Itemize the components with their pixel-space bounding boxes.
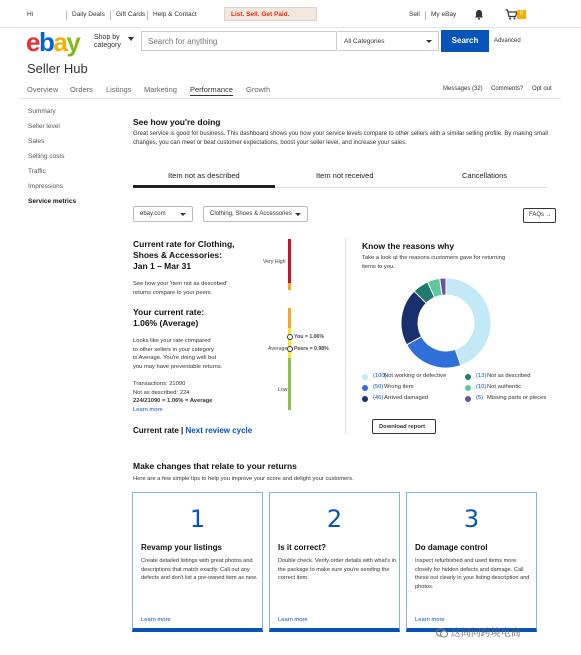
legend-label: Wrong item bbox=[384, 384, 414, 390]
tab-item-not-as-described[interactable]: Item not as described bbox=[168, 171, 240, 180]
tip-description: Inspect refurbished and used items more closely for hidden defects and damage. Call these out clearly in your listing description and photos. bbox=[415, 558, 530, 590]
returns-donut-chart bbox=[394, 276, 498, 370]
legend-swatch bbox=[465, 385, 471, 391]
legend-swatch bbox=[362, 374, 368, 380]
search-input[interactable] bbox=[141, 31, 337, 51]
tip-number: 3 bbox=[463, 505, 480, 533]
ebay-logo[interactable] bbox=[26, 27, 79, 57]
sidebar-item-summary[interactable]: Summary bbox=[28, 108, 56, 115]
logo-letter: a bbox=[53, 27, 67, 57]
legend-label: Missing parts or pieces bbox=[487, 395, 547, 401]
faqs-label: FAQs → bbox=[529, 212, 552, 218]
tip-description: Double check. Verify order details with what's in the package to make sure you're sending the correct item. bbox=[278, 558, 396, 581]
you-marker bbox=[287, 334, 293, 340]
gift-cards-link[interactable]: Gift Cards bbox=[116, 11, 146, 18]
legend-count[interactable]: (46) bbox=[373, 395, 384, 401]
divider bbox=[345, 238, 346, 434]
sidebar-item-sales[interactable]: Sales bbox=[28, 138, 45, 145]
tab-item-not-received[interactable]: Item not received bbox=[316, 171, 374, 180]
promo-banner[interactable] bbox=[224, 7, 317, 21]
tip-title: Is it correct? bbox=[278, 543, 327, 552]
search-button[interactable]: Search bbox=[441, 30, 489, 52]
rate-desc-line: to other sellers in your category bbox=[133, 346, 214, 353]
current-rate-link[interactable]: Current rate bbox=[133, 426, 179, 435]
divider: | bbox=[181, 426, 184, 435]
bell-icon[interactable] bbox=[474, 9, 484, 20]
rate-desc-line: you may have preventable returns. bbox=[133, 363, 223, 370]
category-label: category bbox=[94, 42, 121, 49]
rate-desc-line: Looks like your rate compared bbox=[133, 338, 211, 344]
divider bbox=[147, 11, 148, 20]
rate-description bbox=[133, 337, 222, 371]
search-placeholder: Search for anything bbox=[148, 37, 218, 46]
global-header-bar bbox=[0, 0, 581, 28]
tip-card bbox=[132, 492, 263, 632]
divider bbox=[20, 98, 561, 99]
rate-title bbox=[133, 239, 235, 272]
rate-title-line: Jan 1 – Mar 31 bbox=[133, 261, 192, 271]
sidebar-item-impressions[interactable]: Impressions bbox=[28, 183, 64, 190]
site-dropdown[interactable] bbox=[133, 206, 193, 222]
logo-letter: b bbox=[38, 27, 54, 57]
divider bbox=[66, 11, 67, 20]
sell-link[interactable]: Sell bbox=[409, 11, 420, 18]
donut-slice[interactable] bbox=[407, 337, 461, 368]
sidebar-item-selling-costs[interactable]: Selling costs bbox=[28, 153, 65, 160]
your-rate bbox=[133, 307, 204, 329]
tab-cancellations[interactable]: Cancellations bbox=[462, 171, 508, 180]
changes-title: Make changes that relate to your returns bbox=[133, 461, 297, 471]
intro-text: Great service is good for business. This dashboard shows you how your service levels compare to other sellers with a similar selling profile. By making small changes, you can meet or beat customer expectations, boost your seller level, and increase your sales. bbox=[133, 131, 549, 146]
site-dropdown-value: ebay.com bbox=[140, 211, 166, 217]
legend-swatch bbox=[362, 396, 368, 402]
chevron-down-icon bbox=[295, 213, 301, 216]
tip-learn-more-link[interactable]: Learn more bbox=[278, 617, 308, 623]
reasons-subtitle-line: items to you. bbox=[362, 263, 395, 270]
shop-by-label: Shop by bbox=[94, 34, 120, 41]
nav-marketing[interactable]: Marketing bbox=[144, 85, 177, 94]
peers-rate-label: Peers = 0.98% bbox=[294, 346, 329, 352]
category-dropdown-value: Clothing, Shoes & Accessories bbox=[210, 211, 292, 217]
learn-more-link[interactable]: Learn more bbox=[133, 406, 163, 413]
rate-desc-line: is Average. You're doing well but bbox=[133, 355, 217, 361]
daily-deals-link[interactable]: Daily Deals bbox=[72, 11, 105, 18]
tip-number: 2 bbox=[326, 505, 343, 533]
shop-by-category-button[interactable] bbox=[94, 34, 121, 50]
legend-swatch bbox=[362, 385, 368, 391]
rate-title-line: Current rate for Clothing, bbox=[133, 239, 235, 249]
tip-card bbox=[406, 492, 537, 632]
logo-letter: e bbox=[26, 27, 39, 57]
legend-label: Not working or defective bbox=[384, 373, 447, 379]
meter-high-segment bbox=[288, 283, 291, 290]
reasons-title: Know the reasons why bbox=[362, 241, 455, 251]
legend-label: Arrived damaged bbox=[384, 395, 429, 401]
meter-above-average-segment bbox=[288, 308, 291, 328]
promo-text: List. Sell. Get Paid. bbox=[231, 11, 290, 18]
compare-line: See how your 'item not as described' bbox=[133, 281, 228, 287]
comments-link[interactable]: Comments? bbox=[491, 86, 524, 92]
watermark-text: 这间问跨境电商 bbox=[450, 628, 521, 639]
category-dropdown[interactable] bbox=[203, 206, 308, 222]
tip-learn-more-link[interactable]: Learn more bbox=[141, 617, 171, 623]
sidebar-item-seller-level[interactable]: Seller level bbox=[28, 123, 60, 130]
transactions-count: Transactions: 21090 bbox=[133, 381, 186, 387]
rate-formula: 224/21090 = 1.06% = Average bbox=[133, 398, 213, 404]
tip-card bbox=[269, 492, 400, 632]
download-report-label: Download report bbox=[379, 424, 426, 430]
chevron-down-icon bbox=[180, 213, 186, 216]
legend-swatch bbox=[465, 374, 471, 380]
faqs-button[interactable] bbox=[523, 208, 556, 223]
meter-label-very-high: Very High bbox=[263, 259, 286, 265]
page-title: Seller Hub bbox=[27, 61, 88, 76]
tip-description: Create detailed listings with great photos and descriptions that match exactly. Call out any defects and don't list a pre-owned item as new. bbox=[141, 558, 258, 581]
you-rate-label: You = 1.06% bbox=[294, 334, 325, 340]
next-review-cycle-link[interactable]: Next review cycle bbox=[185, 426, 253, 435]
watermark bbox=[436, 624, 521, 639]
tip-title: Revamp your listings bbox=[141, 543, 222, 552]
legend-label: Not authentic bbox=[487, 384, 522, 390]
reasons-subtitle-line: Take a look at the reasons customers gave for returning bbox=[362, 255, 506, 261]
advanced-search-link[interactable]: Advanced bbox=[494, 38, 521, 44]
peers-marker bbox=[287, 346, 293, 352]
chevron-down-icon bbox=[426, 40, 432, 43]
download-report-button[interactable] bbox=[372, 419, 436, 434]
nav-overview[interactable]: Overview bbox=[27, 85, 59, 94]
section-heading: See how you're doing bbox=[133, 117, 221, 127]
meter-very-high-segment bbox=[288, 239, 291, 283]
nav-orders[interactable]: Orders bbox=[70, 85, 93, 94]
not-as-described-count: Not as described: 224 bbox=[133, 389, 190, 396]
tip-title: Do damage control bbox=[415, 543, 488, 552]
legend-count[interactable]: (10) bbox=[476, 384, 487, 390]
meter-low-segment bbox=[288, 358, 291, 410]
legend-swatch bbox=[465, 396, 471, 402]
compare-text bbox=[133, 280, 227, 297]
changes-subtitle: Here are a few simple tips to help you improve your score and delight your customers. bbox=[133, 476, 354, 482]
nav-performance[interactable]: Performance bbox=[190, 85, 233, 94]
logo-letter: y bbox=[66, 27, 80, 57]
wechat-icon bbox=[436, 628, 448, 638]
cart-count-badge: 0 bbox=[517, 10, 526, 19]
meter-average-segment bbox=[288, 328, 291, 358]
active-tab-indicator bbox=[133, 185, 275, 188]
your-rate-value: 1.06% (Average) bbox=[133, 318, 199, 328]
legend-count[interactable]: (13) bbox=[476, 373, 487, 379]
transaction-stats bbox=[133, 380, 213, 414]
legend-label: Not as described bbox=[487, 373, 531, 379]
nav-listings[interactable]: Listings bbox=[106, 85, 132, 94]
category-select-value: All Categories bbox=[344, 38, 385, 45]
tip-learn-more-link[interactable]: Learn more bbox=[415, 617, 445, 623]
divider bbox=[425, 11, 426, 20]
my-ebay-link[interactable]: My eBay bbox=[431, 11, 457, 18]
rate-period-toggle bbox=[133, 426, 252, 435]
sidebar-item-service-metrics[interactable]: Service metrics bbox=[28, 198, 77, 205]
nav-growth[interactable]: Growth bbox=[246, 85, 271, 94]
reasons-subtitle bbox=[362, 254, 505, 271]
meter-label-average: Average bbox=[268, 346, 288, 352]
tip-number: 1 bbox=[189, 505, 206, 533]
messages-link[interactable]: Messages (32) bbox=[443, 86, 483, 92]
help-contact-link[interactable]: Help & Contact bbox=[153, 11, 197, 18]
chevron-down-icon bbox=[128, 37, 134, 41]
divider bbox=[110, 11, 111, 20]
compare-line: returns compare to your peers. bbox=[133, 289, 213, 296]
legend-count[interactable]: (50) bbox=[373, 384, 384, 390]
your-rate-label: Your current rate: bbox=[133, 307, 205, 317]
opt-out-link[interactable]: Opt out bbox=[532, 86, 552, 92]
legend-count[interactable]: (5) bbox=[476, 395, 484, 401]
meter-label-low: Low bbox=[278, 387, 288, 393]
legend-count[interactable]: (100) bbox=[373, 373, 387, 379]
rate-title-line: Shoes & Accessories: bbox=[133, 250, 222, 260]
sidebar-item-traffic[interactable]: Traffic bbox=[28, 168, 46, 175]
greeting[interactable]: Hi bbox=[27, 11, 34, 18]
category-select[interactable] bbox=[338, 31, 439, 51]
